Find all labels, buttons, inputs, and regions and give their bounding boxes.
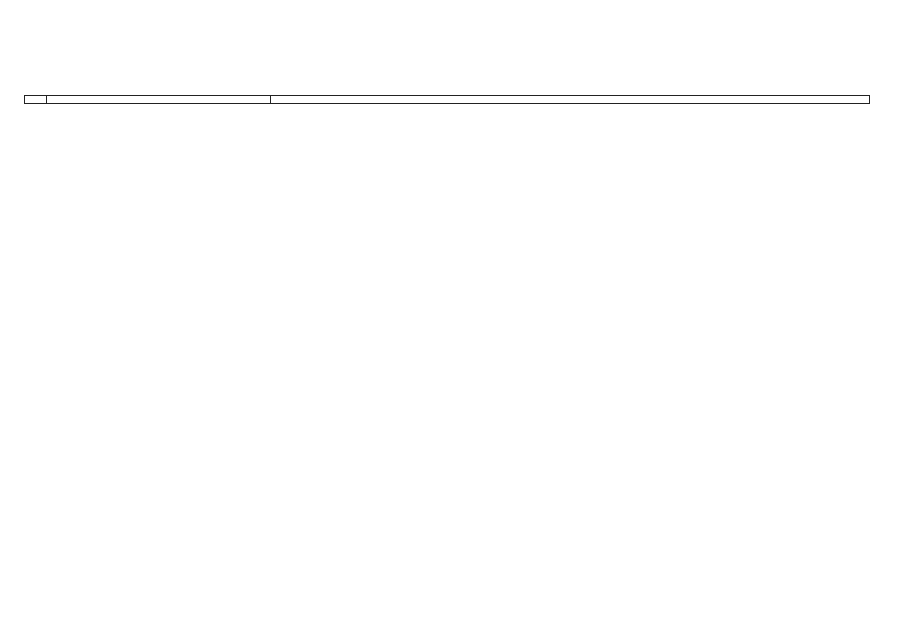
- row-works: [271, 96, 870, 104]
- row-address: [47, 96, 271, 104]
- works-table-body: [25, 96, 870, 104]
- works-table: [24, 95, 870, 104]
- row-number: [25, 96, 47, 104]
- table-row-continuation: [25, 96, 870, 104]
